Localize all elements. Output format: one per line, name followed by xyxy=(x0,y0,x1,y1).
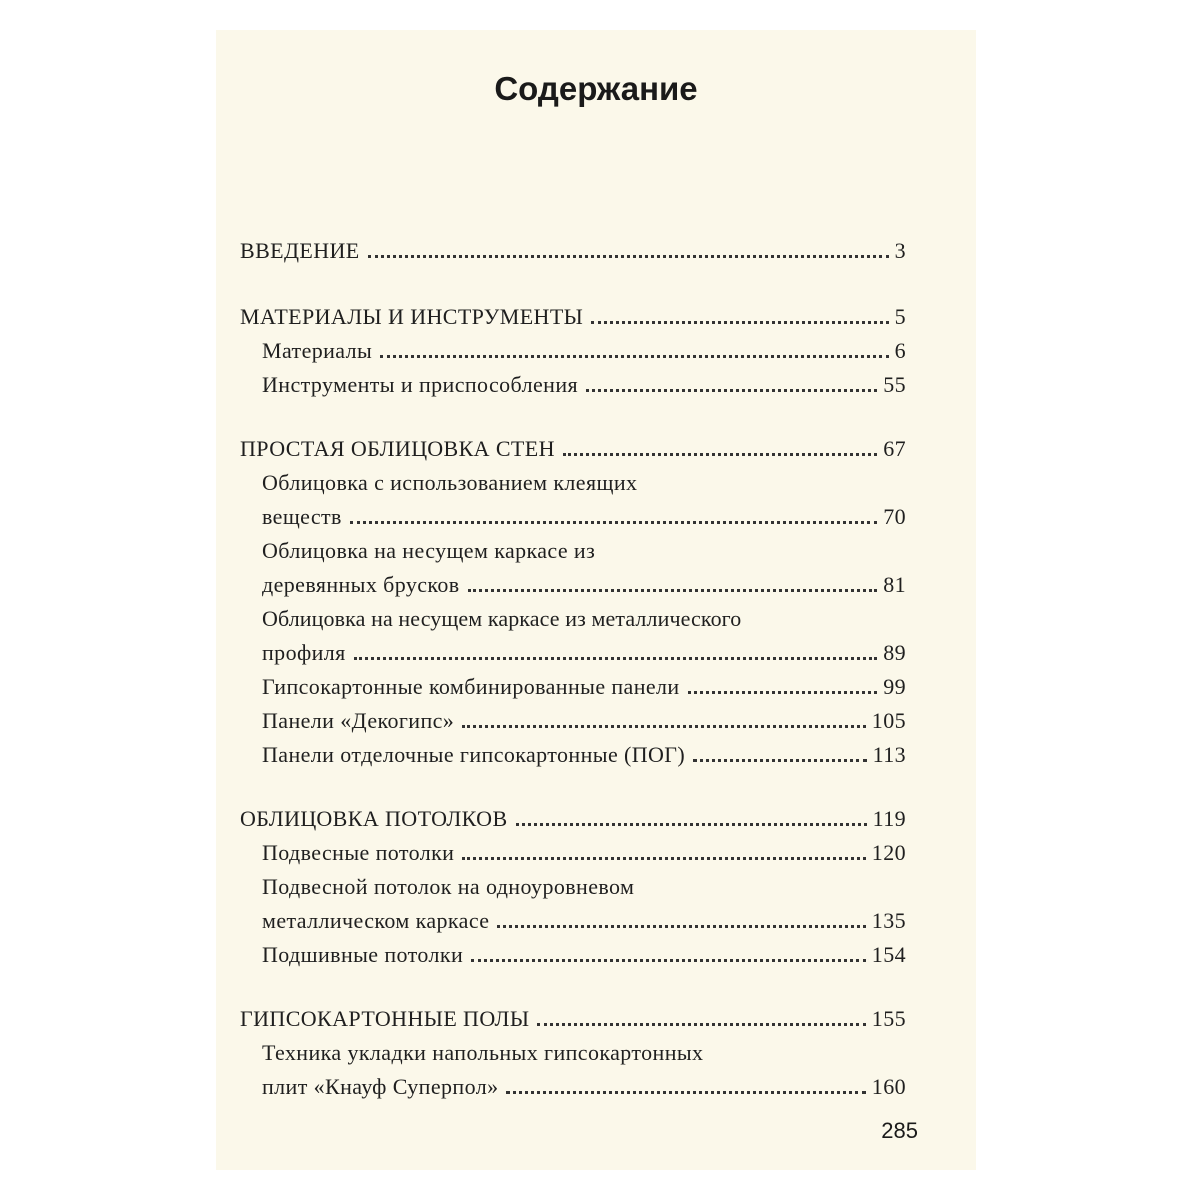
toc-page-number: 120 xyxy=(871,840,906,865)
toc-page-number: 55 xyxy=(883,372,906,397)
toc-leader xyxy=(693,759,866,762)
toc-entry xyxy=(262,870,906,938)
toc-entry-title: Подвесные потолки xyxy=(262,840,455,865)
toc-page-number: 119 xyxy=(872,806,906,831)
toc-leader xyxy=(471,959,866,962)
toc-page-number: 70 xyxy=(883,504,906,529)
toc-entry-title: ОБЛИЦОВКА ПОТОЛКОВ xyxy=(240,806,508,831)
toc-leader xyxy=(506,1091,865,1094)
toc-entry xyxy=(262,670,906,704)
toc-page-number: 6 xyxy=(894,338,906,363)
toc-entry-title-line: плит «Кнауф Суперпол» xyxy=(262,1074,499,1099)
toc-entry xyxy=(240,432,906,466)
toc-leader xyxy=(537,1023,865,1026)
toc-entry xyxy=(262,938,906,972)
toc-page-number: 155 xyxy=(871,1006,906,1031)
toc-entry-title: Гипсокартонные комбинированные панели xyxy=(262,674,680,699)
toc-entry xyxy=(262,836,906,870)
toc-entry-title-line: Подвесной потолок на одноуровневом xyxy=(262,874,635,899)
toc-page-number: 3 xyxy=(894,238,906,263)
toc-entry xyxy=(262,534,906,602)
toc-entry-title-line: Облицовка на несущем каркасе из металлического xyxy=(262,606,742,631)
toc-entry xyxy=(240,300,906,334)
toc-entry xyxy=(262,602,906,670)
toc-entry-title-line: Облицовка на несущем каркасе из xyxy=(262,538,596,563)
toc-entry xyxy=(240,234,906,268)
toc-leader xyxy=(354,657,877,660)
toc-page-number: 67 xyxy=(883,436,906,461)
toc-page-number: 89 xyxy=(883,640,906,665)
toc-leader xyxy=(350,521,877,524)
page-title: Содержание xyxy=(494,70,698,107)
toc-page-number: 154 xyxy=(871,942,906,967)
page-number: 285 xyxy=(881,1118,918,1143)
toc-leader xyxy=(368,255,889,258)
toc-entry xyxy=(262,466,906,534)
toc-entry-title-line: деревянных брусков xyxy=(262,572,460,597)
toc-leader xyxy=(591,321,888,324)
toc-entry-title-line: Облицовка с использованием клеящих xyxy=(262,470,638,495)
toc-page-number: 113 xyxy=(872,742,906,767)
toc-entry-title: Материалы xyxy=(262,338,373,363)
toc-entry-title: ГИПСОКАРТОННЫЕ ПОЛЫ xyxy=(240,1006,530,1031)
toc-leader xyxy=(462,725,866,728)
toc-leader xyxy=(586,389,877,392)
toc-leader xyxy=(462,857,865,860)
toc-entry-title: Панели «Декогипс» xyxy=(262,708,455,733)
toc-page-number: 81 xyxy=(883,572,906,597)
toc-entry-title: ПРОСТАЯ ОБЛИЦОВКА СТЕН xyxy=(240,436,555,461)
toc-leader xyxy=(563,453,877,456)
toc-leader xyxy=(688,691,878,694)
toc-page-number: 160 xyxy=(871,1074,906,1099)
toc-page-number: 105 xyxy=(871,708,906,733)
toc-entry xyxy=(240,802,906,836)
toc-entry xyxy=(262,334,906,368)
toc-entry-title-line: металлическом каркасе xyxy=(262,908,490,933)
toc-entry-title: ВВЕДЕНИЕ xyxy=(240,238,360,263)
toc-entry xyxy=(262,704,906,738)
toc-entry-title-line: веществ xyxy=(262,504,342,529)
book-page xyxy=(216,30,976,1170)
toc-entry-title-line: профиля xyxy=(262,640,346,665)
toc-leader xyxy=(380,355,888,358)
toc-page-number: 5 xyxy=(894,304,906,329)
toc-entry-title: Инструменты и приспособления xyxy=(262,372,579,397)
toc-page-number: 135 xyxy=(871,908,906,933)
toc-entry xyxy=(262,368,906,402)
toc-entry-title: МАТЕРИАЛЫ И ИНСТРУМЕНТЫ xyxy=(240,304,584,329)
toc-entry-title: Панели отделочные гипсокартонные (ПОГ) xyxy=(262,742,686,767)
toc-page-number: 99 xyxy=(883,674,906,699)
toc-leader xyxy=(468,589,878,592)
toc-leader xyxy=(497,925,865,928)
toc-entry xyxy=(262,1036,906,1104)
toc-entry-title-line: Техника укладки напольных гипсокартонных xyxy=(262,1040,704,1065)
toc-entry xyxy=(262,738,906,772)
toc-leader xyxy=(516,823,867,826)
toc-entry-title: Подшивные потолки xyxy=(262,942,464,967)
toc-entry xyxy=(240,1002,906,1036)
